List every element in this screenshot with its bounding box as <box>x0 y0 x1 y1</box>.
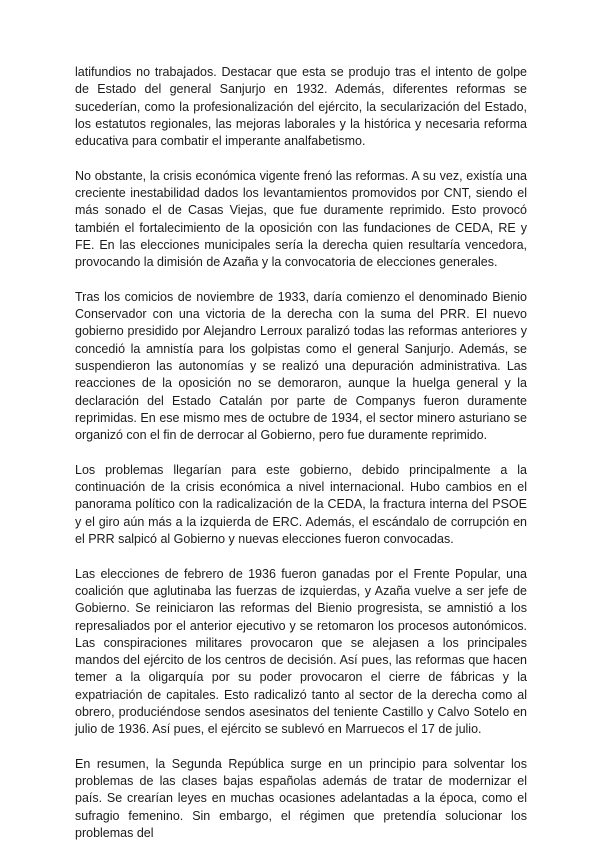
paragraph-bienio-conservador: Tras los comicios de noviembre de 1933, daría comienzo el denominado Bienio Conservador con una victoria de la derecha con la suma del PRR. El nuevo gobierno presidido por Alejandro Lerroux paralizó todas las reformas anteriores y concedió la amnistía para los golpistas como el general Sanjurjo. Además, se suspendieron las autonomías y se realizó una depuración administrativa. Las reacciones de la oposición no se demoraron, aunque la huelga general y la declaración del Estado Catalán por parte de Companys fueron duramente reprimidas. En ese mismo mes de octubre de 1934, el sector minero asturiano se organizó con el fin de derrocar al Gobierno, pero fue duramente reprimido. <box>75 289 527 443</box>
paragraph-frente-popular: Las elecciones de febrero de 1936 fueron ganadas por el Frente Popular, una coalición que aglutinaba las fuerzas de izquierdas, y Azaña vuelve a ser jefe de Gobierno. Se reiniciaron las reformas del Bienio progresista, se amnistió a los represaliados por el anterior ejecutivo y se retomaron los procesos autonómicos. Las conspiraciones militares provocaron que se alejasen a los principales mandos del ejército de los centros de decisión. Así pues, las reformas que hacen temer a la oligarquía por su poder provocaron el cierre de fábricas y la expatriación de capitales. Esto radicalizó tanto al sector de la derecha como al obrero, produciéndose sendos asesinatos del teniente Castillo y Calvo Sotelo en julio de 1936. Así pues, el ejército se sublevó en Marruecos el 17 de julio. <box>75 566 527 737</box>
paragraph-reformas: latifundios no trabajados. Destacar que esta se produjo tras el intento de golpe de Estado del general Sanjurjo en 1932. Además, diferentes reformas se sucederían, como la profesionalización del ejército, la secularización del Estado, los estatutos regionales, las mejoras laborales y la histórica y necesaria reforma educativa para combatir el imperante analfabetismo. <box>75 65 527 149</box>
paragraph-problemas-gobierno: Los problemas llegarían para este gobierno, debido principalmente a la continuación de la crisis económica a nivel internacional. Hubo cambios en el panorama político con la radicalización de la CEDA, la fractura interna del PSOE y el giro aún más a la izquierda de ERC. Además, el escándalo de corrupción en el PRR salpicó al Gobierno y nuevas elecciones fueron convocadas. <box>75 462 527 547</box>
paragraph-resumen: En resumen, la Segunda República surge en un principio para solventar los problemas de las clases bajas españolas además de tratar de modernizar el país. Se crearían leyes en muchas ocasiones adelantadas a la época, como el sufragio femenino. Sin embargo, el régimen que pretendía solucionar los problemas del <box>75 756 527 841</box>
document-page <box>75 64 527 860</box>
paragraph-crisis-economica: No obstante, la crisis económica vigente frenó las reformas. A su vez, existía una creciente inestabilidad dados los levantamientos promovidos por CNT, siendo el más sonado el de Casas Viejas, que fue duramente reprimido. Esto provocó también el fortalecimiento de la oposición con las fundaciones de CEDA, RE y FE. En las elecciones municipales sería la derecha quien resultaría vencedora, provocando la dimisión de Azaña y la convocatoria de elecciones generales. <box>75 168 527 270</box>
